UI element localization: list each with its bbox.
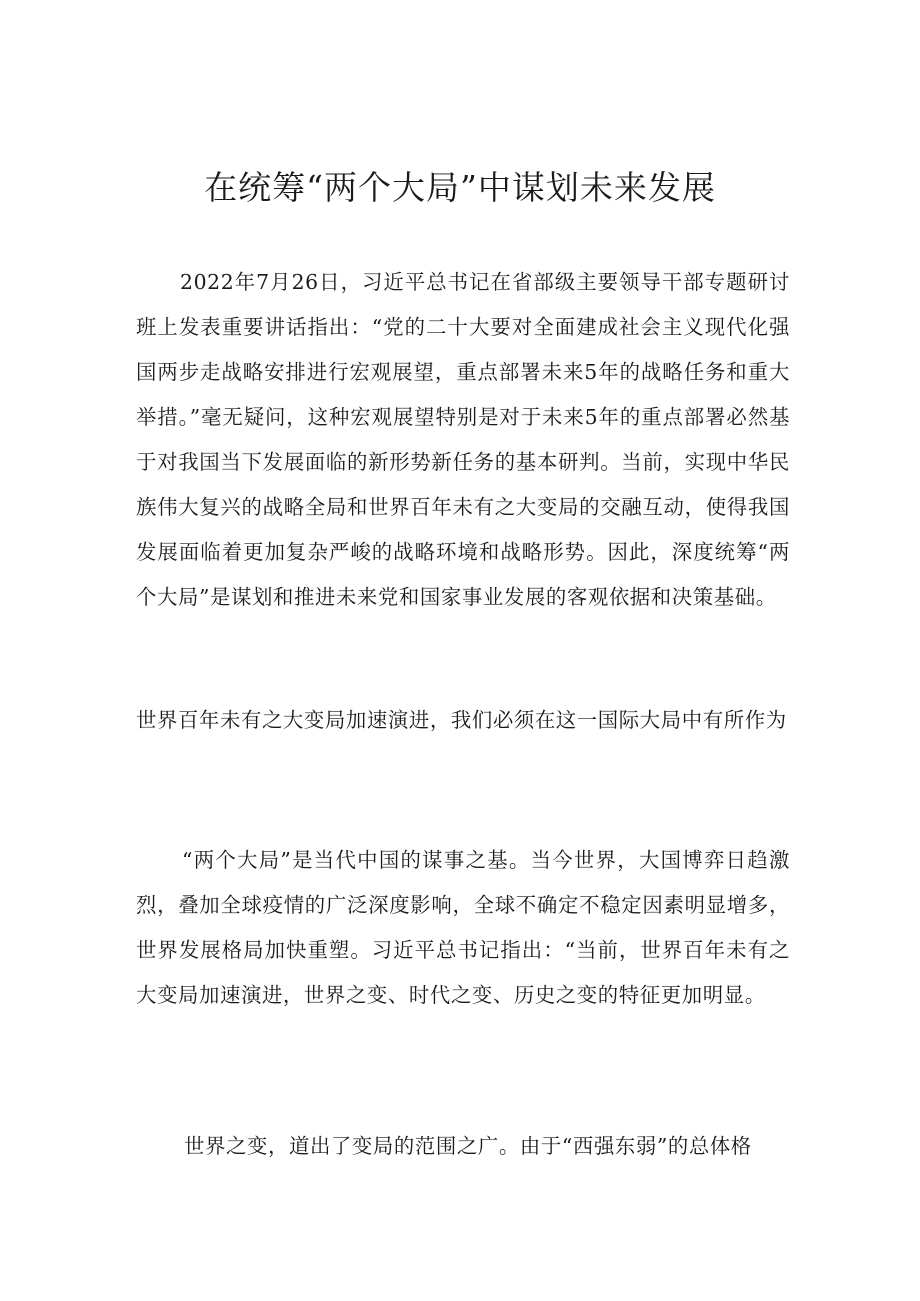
paragraph-3: 世界之变，道出了变局的范围之广。由于“西强东弱”的总体格 [184,1134,752,1158]
paragraph-1: 2022年7月26日，习近平总书记在省部级主要领导干部专题研讨班上发表重要讲话指出：“党的二十大要对全面建成社会主义现代化强国两步走战略安排进行宏观展望，重点部署未来5年的战略任务和重大举措。”毫无疑问，这种宏观展望特别是对于未来5年的重点部署必然基于对我国当下发展面临的新形势新任务的基本研判。当前，实现中华民族伟大复兴的战略全局和世界百年未有之大变局的交融互动，使得我国发展面临着更加复杂严峻的战略环境和战略形势。因此，深度统筹“两个大局”是谋划和推进未来党和国家事业发展的客观依据和决策基础。 [136,270,790,609]
paragraph-2: “两个大局”是当代中国的谋事之基。当今世界，大国博弈日趋激烈，叠加全球疫情的广泛深度影响，全球不确定不稳定因素明显增多，世界发展格局加快重塑。习近平总书记指出：“当前，世界百年未有之大变局加速演进，世界之变、时代之变、历史之变的特征更加明显。 [136,848,790,1007]
section-heading: 世界百年未有之大变局加速演进，我们必须在这一国际大局中有所作为 [136,708,787,732]
document-title: 在统筹“两个大局”中谋划未来发展 [204,168,716,207]
